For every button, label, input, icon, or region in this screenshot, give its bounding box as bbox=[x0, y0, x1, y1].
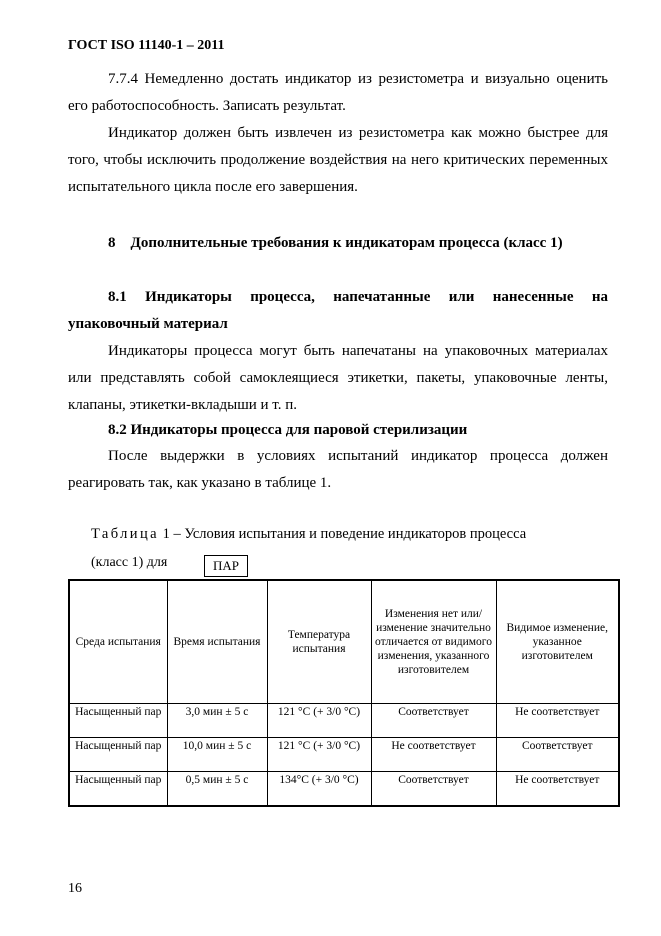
conditions-table bbox=[68, 579, 620, 807]
table-cell: Не соответствует bbox=[496, 772, 619, 807]
header-medium: Среда испытания bbox=[69, 580, 167, 704]
paragraph-7-7-4: 7.7.4 Немедленно достать индикатор из резистометра и визуально оценить его работоспособность. Записать результат. bbox=[68, 71, 608, 114]
table-caption bbox=[91, 526, 526, 543]
paragraph-remove-indicator: Индикатор должен быть извлечен из резистометра как можно быстрее для того, чтобы исключить продолжение воздействия на него критических переменных испытательного цикла после его завершения. bbox=[68, 125, 608, 195]
table-cell: Не соответствует bbox=[496, 704, 619, 738]
table-cell: Насыщенный пар bbox=[69, 704, 167, 738]
table-cell: 3,0 мин ± 5 с bbox=[167, 704, 267, 738]
table-cell: 10,0 мин ± 5 с bbox=[167, 738, 267, 772]
section-8-1-heading: 8.1 Индикаторы процесса, напечатанные или нанесенные на упаковочный материал bbox=[68, 289, 608, 332]
table-cell: Соответствует bbox=[371, 704, 496, 738]
table-cell: 121 °С (+ 3/0 °С) bbox=[267, 738, 371, 772]
table-cell: Насыщенный пар bbox=[69, 772, 167, 807]
table-caption-label: Таблица bbox=[91, 526, 159, 542]
table-cell: 0,5 мин ± 5 с bbox=[167, 772, 267, 807]
table-caption-line2: (класс 1) для bbox=[91, 555, 168, 570]
section-8-number: 8 bbox=[108, 235, 116, 251]
table-caption-text: 1 – Условия испытания и поведение индикаторов процесса bbox=[158, 526, 527, 542]
table-row bbox=[69, 738, 619, 772]
header-time: Время испытания bbox=[167, 580, 267, 704]
document-header: ГОСТ ISO 11140-1 – 2011 bbox=[68, 38, 225, 53]
table-cell: Не соответствует bbox=[371, 738, 496, 772]
table-row bbox=[69, 704, 619, 738]
section-8-title: Дополнительные требования к индикаторам процесса (класс 1) bbox=[130, 235, 563, 251]
table-cell: Насыщенный пар bbox=[69, 738, 167, 772]
section-8-2-heading: 8.2 Индикаторы процесса для паровой стерилизации bbox=[108, 422, 468, 438]
section-8-heading bbox=[68, 230, 608, 257]
table-cell: 134°С (+ 3/0 °С) bbox=[267, 772, 371, 807]
table-cell: 121 °С (+ 3/0 °С) bbox=[267, 704, 371, 738]
section-8-1-text: Индикаторы процесса могут быть напечатаны на упаковочных материалах или представлять собой самоклеящиеся этикетки, пакеты, упаковочные ленты, клапаны, этикетки-вкладыши и т. п. bbox=[68, 343, 608, 413]
section-8-2-text: После выдержки в условиях испытаний индикатор процесса должен реагировать так, как указано в таблице 1. bbox=[68, 448, 608, 491]
page-number: 16 bbox=[68, 881, 82, 896]
header-temperature: Температура испытания bbox=[267, 580, 371, 704]
header-visible-change: Видимое изменение, указанное изготовителем bbox=[496, 580, 619, 704]
steam-stamp-box: ПАР bbox=[204, 555, 248, 577]
header-no-change: Изменения нет или/изменение значительно отличается от видимого изменения, указанного изготовителем bbox=[371, 580, 496, 704]
table-header-row bbox=[69, 580, 619, 704]
table-cell: Соответствует bbox=[496, 738, 619, 772]
table-row bbox=[69, 772, 619, 807]
table-cell: Соответствует bbox=[371, 772, 496, 807]
